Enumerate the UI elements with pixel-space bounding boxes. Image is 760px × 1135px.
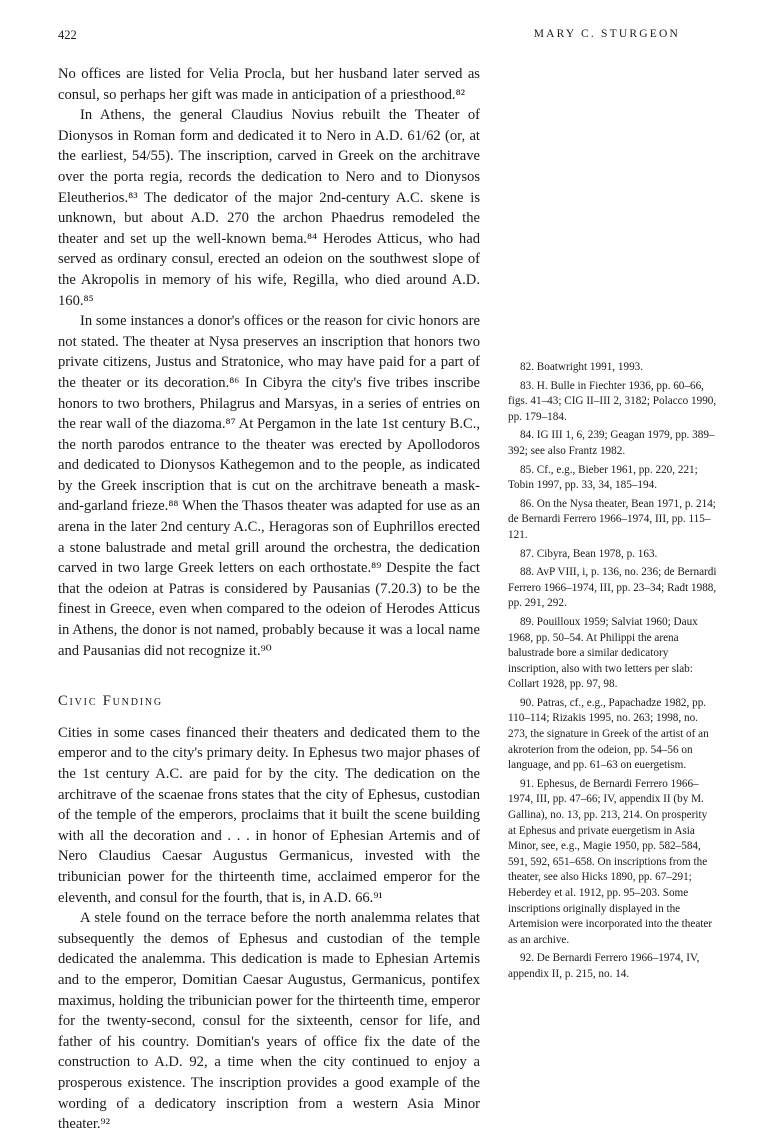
page-number: 422 xyxy=(58,28,77,42)
footnote: 85. Cf., e.g., Bieber 1961, pp. 220, 221; Tobin 1997, pp. 33, 34, 185–194. xyxy=(508,463,698,492)
main-text-column xyxy=(58,64,480,1135)
footnote: 92. De Bernardi Ferrero 1966–1974, IV, appendix II, p. 215, no. 14. xyxy=(508,952,700,980)
footnote: 88. AvP VIII, i, p. 136, no. 236; de Bernardi Ferrero 1966–1974, III, pp. 23–34; Radt 1988, pp. 291, 292. xyxy=(508,566,717,610)
footnote: 84. IG III 1, 6, 239; Geagan 1979, pp. 389–392; see also Frantz 1982. xyxy=(508,429,715,457)
page-header xyxy=(58,28,680,48)
footnote: 89. Pouilloux 1959; Salviat 1960; Daux 1968, pp. 50–54. At Philippi the arena balustrade bore a similar dedicatory inscription, also with two letters per slab: Collart 1928, pp. 97, 98. xyxy=(508,615,698,691)
footnote: 90. Patras, cf., e.g., Papachadze 1982, pp. 110–114; Rizakis 1995, no. 263; 1998, no. 273, the signature in Greek of the artist of an akroterion from the odeion, pp. 54–56 on language, and pp. 61–63 on euergetism. xyxy=(508,696,709,772)
footnote: 86. On the Nysa theater, Bean 1971, p. 214; de Bernardi Ferrero 1966–1974, III, pp. 115–121. xyxy=(508,497,716,541)
section-heading: Civic Funding xyxy=(58,693,163,710)
body-paragraph: No offices are listed for Velia Procla, but her husband later served as consul, so perhaps her gift was made in anticipation of a priesthood.⁸² xyxy=(58,66,480,103)
footnote: 83. H. Bulle in Fiechter 1936, pp. 60–66, figs. 41–43; CIG II–III 2, 3182; Polacco 1990, pp. 179–184. xyxy=(508,379,717,423)
running-head: MARY C. STURGEON xyxy=(533,28,680,40)
footnote: 91. Ephesus, de Bernardi Ferrero 1966–1974, III, pp. 47–66; IV, appendix II (by M. Gallina), no. 13, pp. 213, 214. On prosperity at Ephesus and private euergetism in Asia Minor, see, e.g., Magie 1950, pp. 582–584, 591, 592, 651–658. On inscriptions from the theater, see also Hicks 1890, pp. 67–291; Heberdey et al. 1912, pp. 95–203. Some inscriptions originally displayed in the Artemision were incorporated into the theater as an archive. xyxy=(508,777,713,946)
body-paragraph: Cities in some cases financed their theaters and dedicated them to the emperor and to the city's primary deity. In Ephesus two major phases of the 1st century A.C. are paid for by the city. The dedication on the architrave of the scaenae frons states that the city of Ephesus, custodian of the temple of the emperors, proclaims that it built the scene building with all the decoration and . . . in honor of Ephesian Artemis and of Nero Claudius Caesar Augustus Germanicus, invested with the tribunician power for the thirteenth time, acclaimed emperor for the eleventh, and consul for the fourth, that is, in A.D. 66.⁹¹ xyxy=(58,724,480,906)
footnote: 87. Cibyra, Bean 1978, p. 163. xyxy=(520,547,658,560)
body-paragraph: A stele found on the terrace before the north analemma relates that subsequently the demos of Ephesus and custodian of the temple dedicated the analemma. This dedication is made to Ephesian Artemis and to the emperor, Domitian Caesar Augustus, Germanicus, pontifex maximus, holding the tribunician power for the thirteenth time, emperor for the twenty-second, consul for the sixteenth, censor for life, and father of his country. Domitian's years of office fix the date of the construction to A.D. 92, a time when the city continued to enjoy a prosperous existence. The inscription provides a good example of the wording of a dedicatory inscription from a western Asia Minor theater.⁹² xyxy=(58,910,480,1133)
footnote: 82. Boatwright 1991, 1993. xyxy=(520,361,644,373)
footnotes-column xyxy=(508,360,718,986)
body-paragraph: In Athens, the general Claudius Novius rebuilt the Theater of Dionysos in Roman form and dedicated it to Nero in A.D. 61/62 (or, at the earliest, 54/55). The inscription, carved in Greek on the architrave over the porta regia, records the dedication to Nero and to Dionysos Eleutherios.⁸³ The dedicator of the major 2nd-century A.C. skene is unknown, but about A.D. 270 the archon Phaedrus remodeled the theater and set up the well-known bema.⁸⁴ Herodes Atticus, who had served as ordinary consul, erected an odeion on the southwest slope of the Akropolis in memory of his wife, Regilla, who died around A.D. 160.⁸⁵ xyxy=(58,107,480,309)
body-paragraph: In some instances a donor's offices or the reason for civic honors are not stated. The theater at Nysa preserves an inscription that honors two private citizens, Justus and Stratonice, who may have paid for a part of the theater or its decoration.⁸⁶ In Cibyra the city's five tribes inscribe honors to two brothers, Philagrus and Marsyas, in a series of entries on the rear wall of the diazoma.⁸⁷ At Pergamon in the late 1st century B.C., the north parodos entrance to the theater was erected by Apollodoros and dedicated to Dionysos Kathegemon and to the people, as indicated by the Greek inscription that is cut on the architrave beneath a mask-and-garland frieze.⁸⁸ When the Thasos theater was adapted for use as an arena in the later 2nd century A.C., Heragoras son of Euphrillos erected a stone balustrade and metal grill around the orchestra, the dedication carved in two large Greek letters on each orthostate.⁸⁹ Despite the fact that the odeion at Patras is considered by Pausanias (7.20.3) to be the finest in Greece, even when compared to the odeion of Herodes Atticus in Athens, the donor is not named, probably because it was a local name and Pausanias did not recognize it.⁹⁰ xyxy=(58,313,480,659)
